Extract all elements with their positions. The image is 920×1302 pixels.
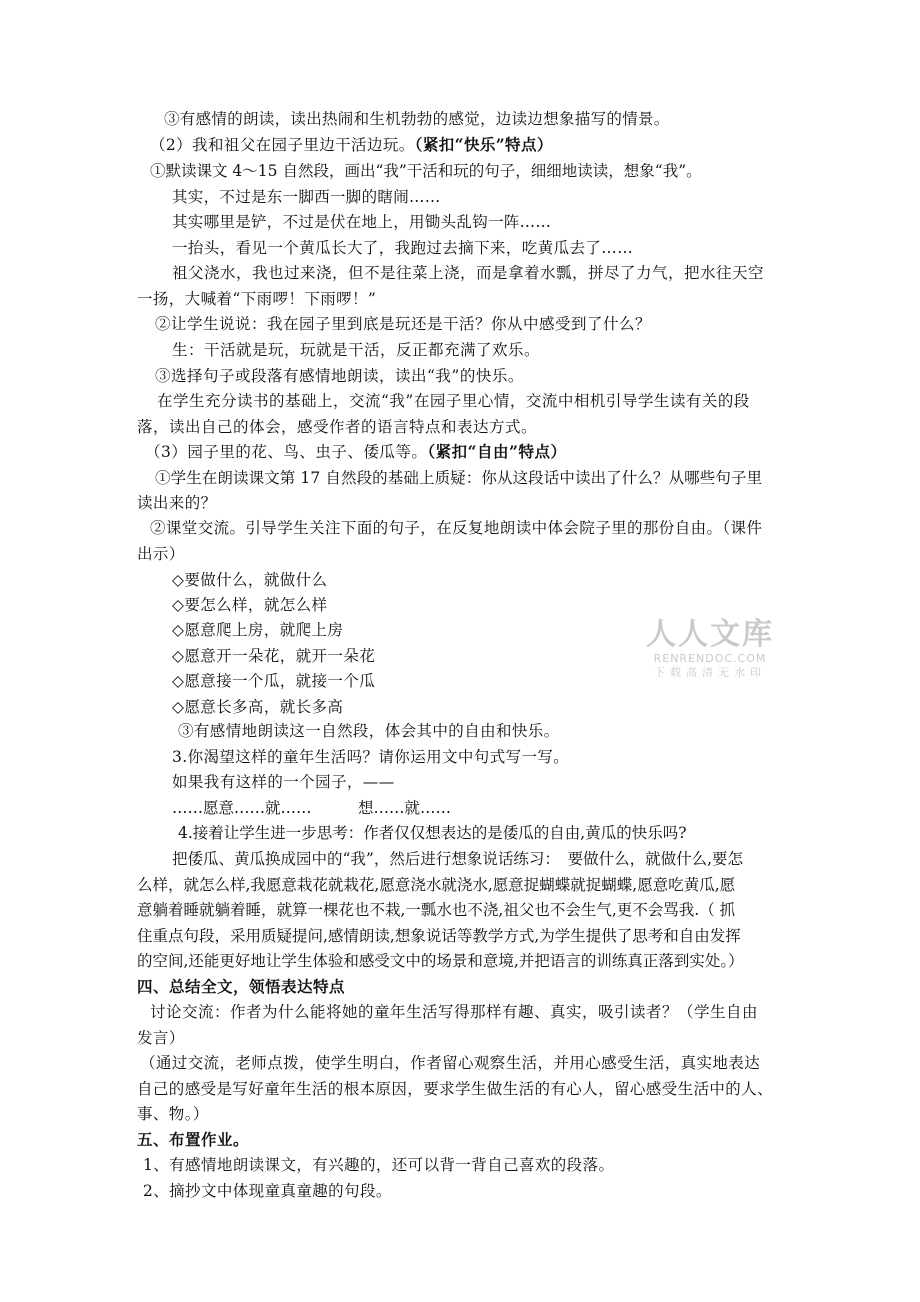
text-line	[157, 390, 750, 412]
text-line	[137, 1103, 209, 1125]
line-emphasis: 五、布置作业。	[137, 1130, 250, 1149]
text-line	[172, 848, 743, 870]
line-text: 住重点句段，采用质疑提问,感情朗读,想象说话等教学方式,为学生提供了思考和自由发挥	[137, 927, 741, 945]
line-text: 自己的感受是写好童年生活的根本原因，要求学生做生活的有心人，留心感受生活中的人、	[137, 1080, 774, 1098]
text-line	[137, 1078, 773, 1100]
line-text: ◇要怎么样，就怎么样	[172, 596, 328, 614]
text-line	[172, 670, 375, 692]
line-text: ③有感情地朗读这一自然段，体会其中的自由和快乐。	[178, 722, 560, 740]
line-text: 2、摘抄文中体现童真童趣的句段。	[143, 1182, 392, 1200]
text-line	[164, 108, 670, 130]
text-line	[172, 797, 451, 819]
line-text: ③选择句子或段落有感情地朗读，读出“我”的快乐。	[155, 367, 524, 385]
text-line	[178, 720, 560, 742]
text-line	[172, 746, 569, 768]
line-text: 事、物。）	[137, 1105, 209, 1123]
text-line	[150, 134, 553, 156]
line-text: 讨论交流：作者为什么能将她的童年生活写得那样有趣、真实，吸引读者？（学生自由	[150, 1003, 759, 1021]
text-line	[172, 771, 395, 793]
line-text: 发言）	[137, 1029, 185, 1047]
text-line	[137, 950, 744, 972]
text-line	[172, 262, 764, 284]
text-line	[137, 543, 185, 565]
line-text: ◇愿意爬上房，就爬上房	[172, 621, 344, 639]
line-text: ……愿意……就…… 想……就……	[172, 799, 452, 817]
text-line	[137, 874, 735, 896]
line-text: 么样，就怎么样,我愿意栽花就栽花,愿意浇水就浇水,愿意捉蝴蝶就捉蝴蝶,愿意吃黄瓜,愿	[137, 876, 736, 894]
line-text: 一扬，大喊着“下雨啰！下雨啰！”	[137, 290, 377, 308]
text-line	[172, 696, 343, 718]
line-text: 1、有感情地朗读课文，有兴趣的，还可以背一背自己喜欢的段落。	[143, 1156, 615, 1174]
line-text: 其实哪里是铲，不过是伏在地上，用锄头乱钩一阵……	[172, 213, 552, 231]
line-text: ②让学生说说：我在园子里到底是玩还是干活？你从中感受到了什么？	[155, 315, 652, 333]
line-text: （通过交流，老师点拨，使学生明白，作者留心观察生活，并用心感受生活，真实地表达	[140, 1054, 761, 1072]
text-line	[143, 1180, 392, 1202]
line-text: 3.你渴望这样的童年生活吗？请你运用文中句式写一写。	[172, 748, 570, 766]
text-line	[143, 1154, 614, 1176]
text-line	[140, 1052, 760, 1074]
line-text: 祖父浇水，我也过来浇，但不是往菜上浇，而是拿着水瓢，拼尽了力气，把水往天空	[172, 264, 765, 282]
line-emphasis: （紧扣“自由”特点）	[427, 442, 567, 461]
text-line	[137, 492, 217, 514]
text-line	[172, 569, 327, 591]
text-line	[155, 467, 762, 489]
line-text: 读出来的？	[137, 494, 217, 512]
line-text: 出示）	[137, 545, 185, 563]
line-text: ◇愿意接一个瓜，就接一个瓜	[172, 672, 376, 690]
line-text: 落，读出自己的体会，感受作者的语言特点和表达方式。	[137, 418, 538, 436]
text-line	[137, 288, 376, 310]
text-line	[150, 517, 762, 539]
text-line	[155, 365, 524, 387]
text-line	[150, 1001, 758, 1023]
watermark-subtitle: 下载高清无水印	[654, 666, 766, 679]
text-line	[172, 237, 633, 259]
line-text: （3）园子里的花、鸟、虫子、倭瓜等。	[145, 443, 428, 461]
line-text: ◇愿意长多高，就长多高	[172, 698, 344, 716]
line-text: ①学生在朗读课文第 17 自然段的基础上质疑：你从这段话中读出了什么？从哪些句子里	[155, 469, 763, 487]
line-text: 一抬头，看见一个黄瓜长大了，我跑过去摘下来，吃黄瓜去了……	[172, 239, 634, 257]
line-text: 意躺着睡就躺着睡，就算一棵花也不栽,一瓢水也不浇,祖父也不会生气,更不会骂我.（ 抓	[137, 901, 736, 919]
line-text: ◇愿意开一朵花，就开一朵花	[172, 647, 376, 665]
text-line	[137, 899, 735, 921]
watermark-url: RENRENDOC.COM	[653, 652, 767, 665]
text-line	[137, 416, 537, 438]
text-line	[172, 186, 441, 208]
line-text: 的空间,还能更好地让学生体验和感受文中的场景和意境,并把语言的训练真正落到实处。）	[137, 952, 744, 970]
text-line	[155, 313, 651, 335]
line-text: 其实，不过是东一脚西一脚的瞎闹……	[172, 188, 441, 206]
text-line	[172, 645, 375, 667]
line-text: （2）我和祖父在园子里边干活边玩。	[150, 136, 415, 154]
text-line	[137, 1129, 249, 1151]
text-line	[137, 1027, 185, 1049]
text-line	[145, 441, 566, 463]
text-line	[172, 339, 540, 361]
line-text: ②课堂交流。引导学生关注下面的句子，在反复地朗读中体会院子里的那份自由。（课件	[150, 519, 763, 537]
line-text: 4.接着让学生进一步思考：作者仅仅想表达的是倭瓜的自由,黄瓜的快乐吗?	[178, 824, 687, 842]
text-line	[150, 160, 702, 182]
text-line	[172, 594, 327, 616]
text-line	[137, 976, 345, 998]
line-text: 把倭瓜、黄瓜换成园中的“我”，然后进行想象说话练习： 要做什么，就做什么,要怎	[172, 850, 744, 868]
line-text: 如果我有这样的一个园子，——	[172, 773, 395, 791]
text-line	[172, 211, 551, 233]
text-line	[172, 619, 343, 641]
watermark-logo	[640, 618, 780, 680]
line-emphasis: （紧扣“快乐”特点）	[414, 135, 553, 154]
text-line	[178, 822, 687, 844]
line-text: 生：干活就是玩，玩就是干活，反正都充满了欢乐。	[172, 341, 541, 359]
watermark-brand: 人人文库	[646, 617, 774, 652]
text-line	[137, 925, 741, 947]
line-text: ③有感情的朗读，读出热闹和生机勃勃的感觉，边读边想象描写的情景。	[164, 110, 670, 128]
line-text: ①默读课文 4～15 自然段，画出“我”干活和玩的句子，细细地读读，想象“我”。	[150, 162, 702, 180]
line-text: 在学生充分读书的基础上，交流“我”在园子里心情，交流中相机引导学生读有关的段	[157, 392, 750, 410]
line-text: ◇要做什么，就做什么	[172, 571, 328, 589]
line-emphasis: 四、总结全文，领悟表达特点	[137, 977, 346, 996]
